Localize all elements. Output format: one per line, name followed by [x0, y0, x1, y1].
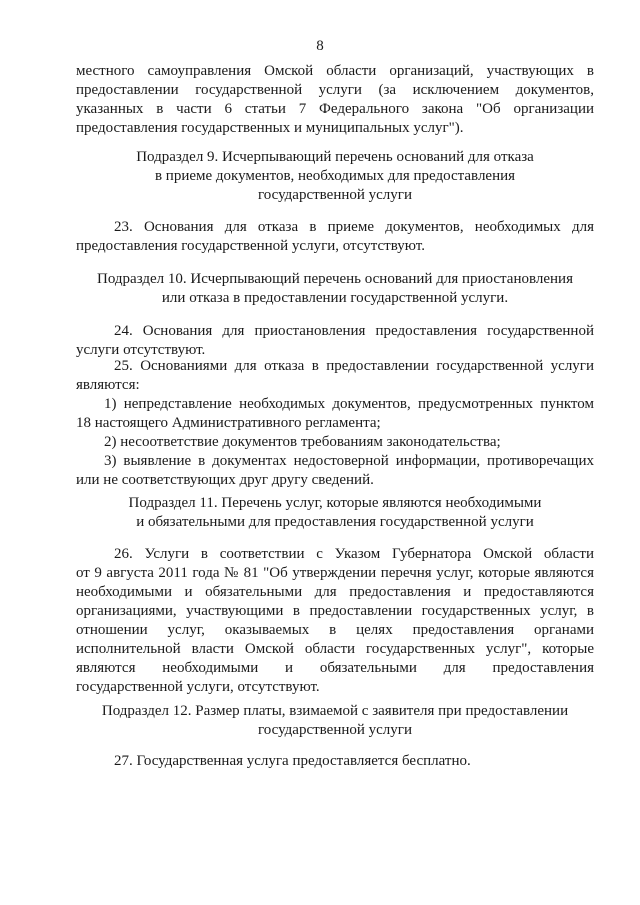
text-line: местного самоуправления Омской области организаций, участвующих в	[76, 63, 594, 79]
text-line: являются необходимыми и обязательными для предоставления	[76, 660, 594, 676]
text-line: от 9 августа 2011 года № 81 "Об утверждении перечня услуг, которые являются	[76, 565, 594, 581]
text-line: предоставления государственной услуги, отсутствуют.	[76, 238, 425, 254]
list-item: или не соответствующих друг другу сведений.	[76, 472, 374, 488]
text-line: 23. Основания для отказа в приеме документов, необходимых для	[114, 219, 594, 235]
text-line: предоставления государственных и муниципальных услуг").	[76, 120, 464, 136]
text-line: услуги отсутствуют.	[76, 342, 206, 358]
text-line: государственной услуги, отсутствуют.	[76, 679, 320, 695]
paragraph-25	[76, 357, 594, 490]
heading-line: или отказа в предоставлении государственной услуги.	[161, 290, 509, 306]
subsection-10-heading	[76, 270, 594, 308]
paragraph-24	[76, 322, 594, 360]
subsection-12-heading	[76, 702, 594, 740]
text-line: организациями, участвующими в предоставлении государственных услуг, в	[76, 603, 594, 619]
heading-line: Подраздел 11. Перечень услуг, которые являются необходимыми	[128, 495, 542, 511]
text-line: 27. Государственная услуга предоставляется бесплатно.	[114, 753, 471, 769]
list-item: 18 настоящего Административного регламента;	[76, 415, 381, 431]
text-line: предоставлении государственной услуги (за исключением документов,	[76, 82, 594, 98]
text-line: исполнительной власти Омской области государственных услуг", которые	[76, 641, 594, 657]
list-item: 1) непредставление необходимых документов, предусмотренных пунктом	[104, 396, 594, 412]
subsection-9-heading	[76, 148, 594, 205]
heading-line: и обязательными для предоставления государственной услуги	[136, 514, 534, 530]
text-line: 25. Основаниями для отказа в предоставлении государственной услуги	[114, 358, 594, 374]
intro-paragraph	[76, 62, 594, 138]
list-item: 3) выявление в документах недостоверной информации, противоречащих	[104, 453, 594, 469]
text-line: 26. Услуги в соответствии с Указом Губернатора Омской области	[114, 546, 594, 562]
heading-line: Подраздел 12. Размер платы, взимаемой с заявителя при предоставлении	[101, 703, 569, 719]
text-line: необходимыми и обязательными для предоставления и предоставляются	[76, 584, 594, 600]
paragraph-26	[76, 545, 594, 697]
paragraph-23	[76, 218, 594, 256]
text-line: являются:	[76, 377, 140, 393]
page-number: 8	[316, 38, 324, 54]
paragraph-27	[76, 752, 594, 771]
text-line: указанных в части 6 статьи 7 Федерального закона "Об организации	[76, 101, 594, 117]
text-line: 24. Основания для приостановления предоставления государственной	[114, 323, 594, 339]
heading-line: в приеме документов, необходимых для предоставления	[154, 168, 516, 184]
heading-line: Подраздел 9. Исчерпывающий перечень оснований для отказа	[136, 149, 534, 165]
list-item: 2) несоответствие документов требованиям законодательства;	[104, 434, 501, 450]
text-line: отношении услуг, оказываемых в целях предоставления органами	[76, 622, 594, 638]
heading-line: государственной услуги	[258, 187, 412, 203]
heading-line: государственной услуги	[258, 722, 412, 738]
subsection-11-heading	[76, 494, 594, 532]
heading-line: Подраздел 10. Исчерпывающий перечень оснований для приостановления	[97, 271, 573, 287]
